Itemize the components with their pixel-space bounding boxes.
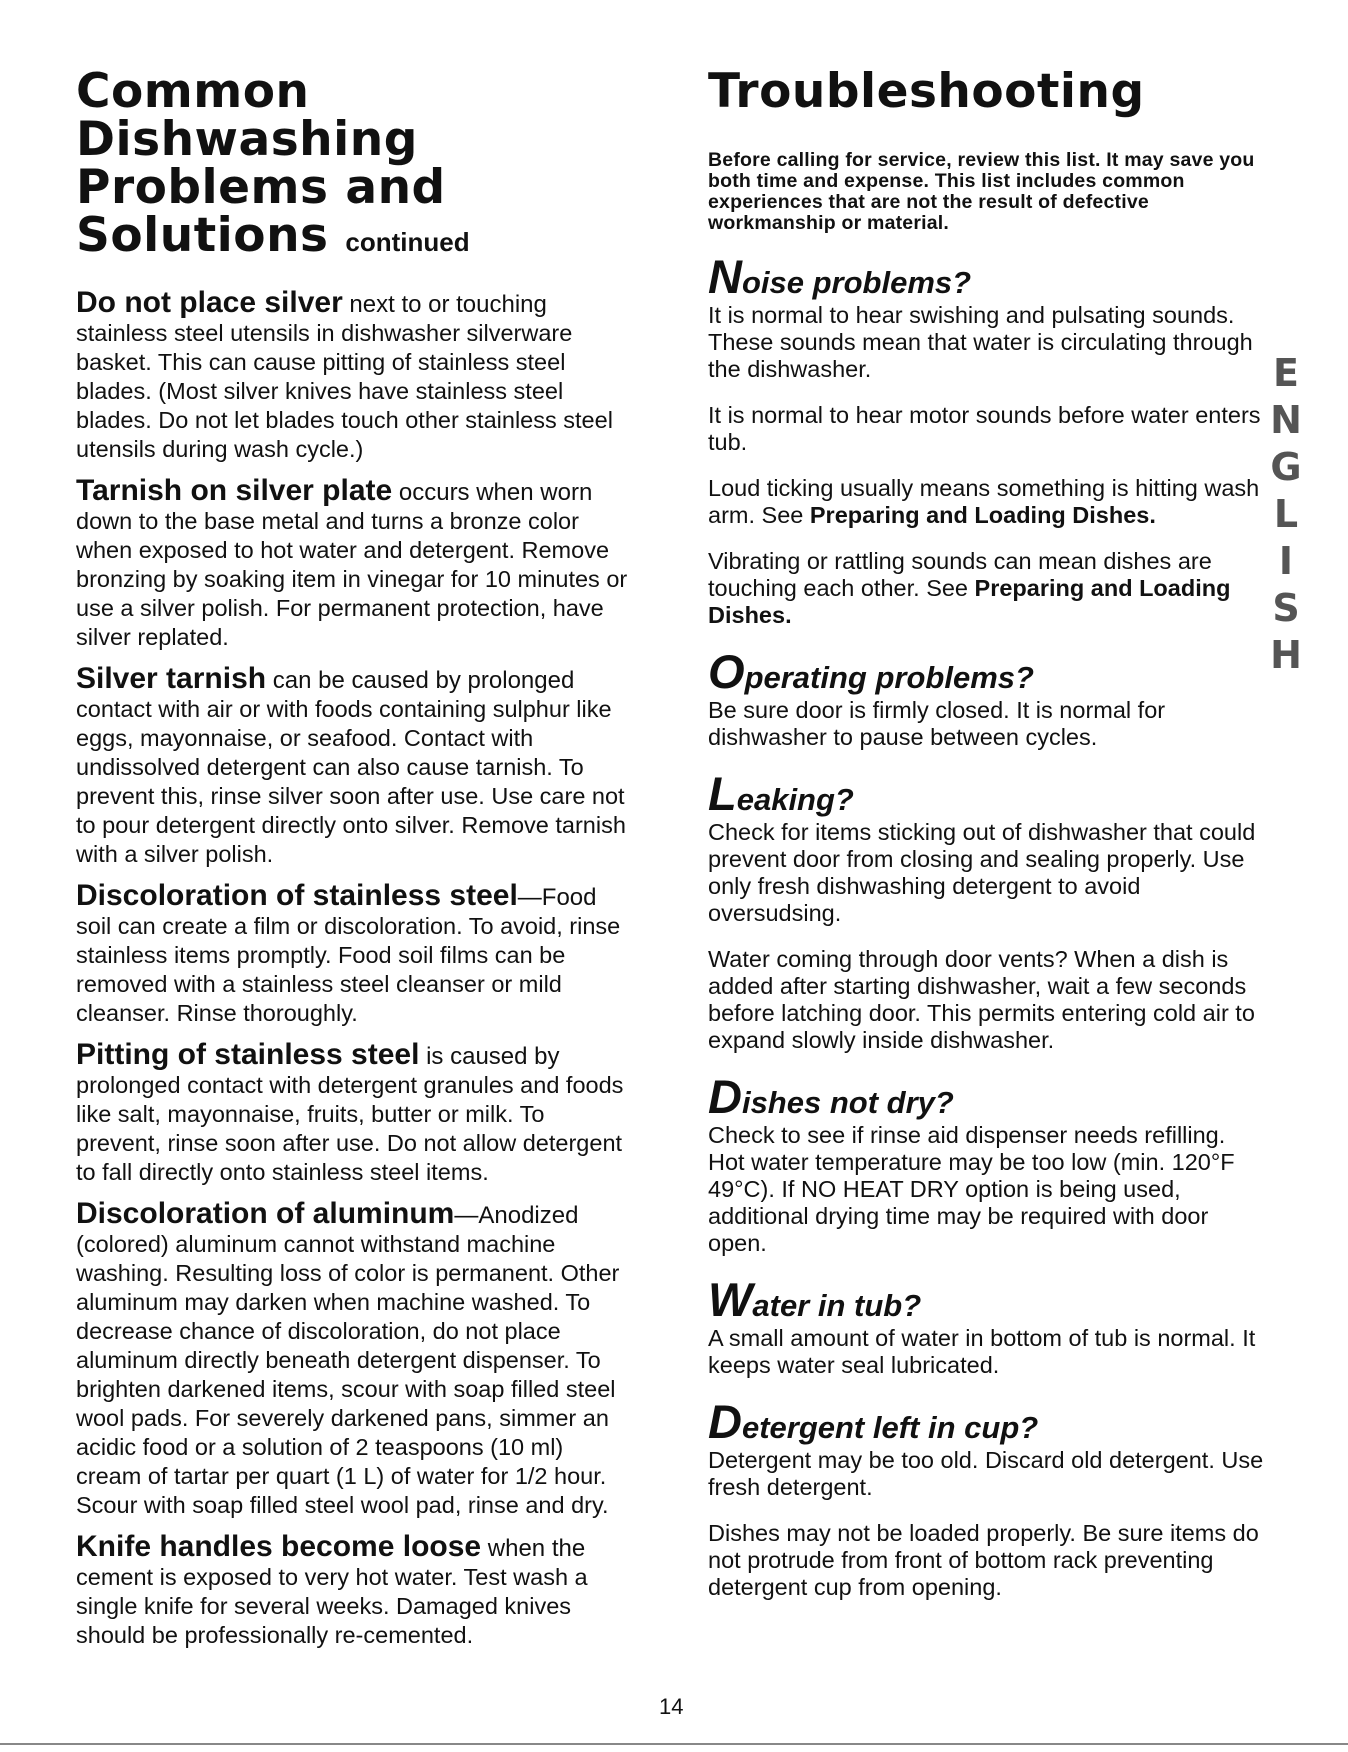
topic-body: (colored) aluminum cannot withstand machine washing. Resulting loss of color is permanent. Other aluminum may darken when machine washed. To decrease chance of discoloration, do not place aluminum directly beneath detergent dispenser. To brighten darkened items, scour with soap filled steel wool pads. For severely darkened pans, simmer an acidic food or a solution of 2 teaspoons (10 ml) cream of tartar per quart (1 L) of water for 1/2 hour. Scour with soap filled steel wool pad, rinse and dry.: [76, 1231, 620, 1518]
section-heading: [708, 645, 1264, 698]
section-heading: [708, 250, 1264, 303]
section-paragraph-reference: Preparing and Loading Dishes.: [809, 502, 1156, 528]
topic-paragraph: [76, 476, 632, 652]
right-column: [708, 64, 1264, 1620]
title-line-1: Common Dishwashing: [76, 64, 418, 167]
topic-body: prolonged contact with detergent granules and foods like salt, mayonnaise, fruits, butter or milk. To prevent, rinse soon after use. Do not allow detergent to fall directly onto stainless steel items.: [76, 1072, 624, 1185]
topic-lead-tail: —Anodized: [454, 1202, 579, 1229]
title-line-3: Solutions: [76, 208, 329, 263]
section-heading-rest: eaking?: [736, 782, 854, 817]
topic-lead: Discoloration of aluminum: [76, 1197, 455, 1230]
title-continued: continued: [345, 227, 470, 257]
side-tab-letter: S: [1272, 586, 1300, 630]
section-paragraph-text: Vibrating or rattling sounds can mean dishes are touching each other. See: [708, 548, 1212, 601]
topic-lead-tail: is caused by: [419, 1043, 560, 1070]
topic-lead: Silver tarnish: [76, 662, 267, 695]
section-heading-rest: ishes not dry?: [741, 1085, 954, 1120]
topic-lead-tail: next to or touching: [342, 291, 547, 318]
section-heading-rest: oise problems?: [741, 265, 972, 300]
topic-paragraph: [76, 881, 632, 1028]
section-paragraph: [708, 697, 1264, 751]
section-paragraph: [708, 302, 1264, 383]
section-heading: [708, 1273, 1264, 1326]
section-paragraph-text: Water coming through door vents? When a dish is added after starting dishwasher, wait a few seconds before latching door. This permits entering cold air to expand slowly inside dishwasher.: [708, 946, 1255, 1053]
section-paragraph-reference: Preparing and Loading Dishes.: [708, 575, 1231, 628]
topic-list: [76, 288, 632, 1650]
section-paragraph: [708, 819, 1264, 927]
topic-body: contact with air or with foods containing sulphur like eggs, mayonnaise, or seafood. Contact with undissolved detergent can also cause tarnish. To prevent this, rinse silver soon after use. Use care not to pour detergent directly onto silver. Remove tarnish with a silver polish.: [76, 696, 626, 867]
side-tab-letter: L: [1273, 492, 1299, 536]
section-paragraph-text: Loud ticking usually means something is hitting wash arm. See: [708, 475, 1260, 528]
topic-lead-tail: occurs when worn: [392, 479, 593, 506]
topic-body: stainless steel utensils in dishwasher silverware basket. This can cause pitting of stainless steel blades. (Most silver knives have stainless steel blades. Do not let blades touch other stainless steel utensils during wash cycle.): [76, 320, 613, 462]
side-tab-letter: G: [1270, 445, 1302, 489]
title-line-2: Problems and: [76, 160, 446, 215]
topic-lead: Do not place silver: [76, 286, 343, 319]
page-title: [76, 64, 632, 266]
section-heading-initial: N: [708, 250, 742, 303]
topic-paragraph: [76, 1532, 632, 1650]
section-heading-rest: perating problems?: [744, 660, 1034, 695]
section-paragraph: [708, 548, 1264, 629]
section-heading: [708, 767, 1264, 820]
section-paragraph: [708, 1520, 1264, 1601]
section-paragraph-text: Check for items sticking out of dishwasher that could prevent door from closing and sealing properly. Use only fresh dishwashing detergent to avoid oversudsing.: [708, 819, 1256, 926]
section-paragraph-text: Detergent may be too old. Discard old detergent. Use fresh detergent.: [708, 1447, 1264, 1500]
section-paragraph-text: Dishes may not be loaded properly. Be sure items do not protrude from front of bottom rack preventing detergent cup from opening.: [708, 1520, 1259, 1600]
side-tab-letter: E: [1273, 351, 1299, 395]
topic-lead: Tarnish on silver plate: [76, 474, 393, 507]
section-paragraph: [708, 475, 1264, 529]
topic-body: cement is exposed to very hot water. Test wash a single knife for several weeks. Damaged knives should be professionally re-cemented.: [76, 1564, 588, 1648]
section-paragraph: [708, 1122, 1264, 1257]
bottom-rule: [0, 1743, 1348, 1745]
section-heading-initial: D: [708, 1395, 742, 1448]
topic-lead-tail: can be caused by prolonged: [266, 667, 575, 694]
topic-lead: Pitting of stainless steel: [76, 1038, 420, 1071]
side-tab-letter: N: [1270, 398, 1302, 442]
topic-lead-tail: when the: [481, 1535, 586, 1562]
section-heading-initial: L: [708, 767, 737, 820]
topic-paragraph: [76, 1040, 632, 1187]
section-paragraph: [708, 1447, 1264, 1501]
section-paragraph: [708, 946, 1264, 1054]
section-heading-rest: etergent left in cup?: [741, 1410, 1039, 1445]
topic-lead-tail: —Food: [517, 884, 597, 911]
section-heading-initial: O: [708, 645, 745, 698]
topic-lead: Knife handles become loose: [76, 1530, 482, 1563]
topic-body: down to the base metal and turns a bronze color when exposed to hot water and detergent. Remove bronzing by soaking item in vinegar for 10 minutes or use a silver polish. For permanent protection, have silver replated.: [76, 508, 628, 650]
section-paragraph-text: Be sure door is firmly closed. It is normal for dishwasher to pause between cycles.: [708, 697, 1166, 750]
section-paragraph-text: It is normal to hear motor sounds before water enters tub.: [708, 402, 1261, 455]
section-list: [708, 250, 1264, 1601]
section-heading: [708, 1395, 1264, 1448]
troubleshooting-title: Troubleshooting: [708, 64, 1145, 119]
topic-paragraph: [76, 664, 632, 869]
topic-paragraph: [76, 288, 632, 464]
side-tab-letter: I: [1278, 539, 1294, 583]
section-heading-rest: ater in tub?: [752, 1288, 922, 1323]
section-paragraph-text: It is normal to hear swishing and pulsating sounds. These sounds mean that water is circulating through the dishwasher.: [708, 302, 1253, 382]
section-heading-initial: W: [708, 1273, 753, 1326]
section-paragraph-text: Check to see if rinse aid dispenser needs refilling. Hot water temperature may be too low (min. 120°F 49°C). If NO HEAT DRY option is being used, additional drying time may be required with door open.: [708, 1122, 1235, 1256]
left-column: [76, 64, 632, 1662]
section-paragraph-text: A small amount of water in bottom of tub is normal. It keeps water seal lubricated.: [708, 1325, 1256, 1378]
topic-paragraph: [76, 1199, 632, 1520]
topic-lead: Discoloration of stainless steel: [76, 879, 518, 912]
side-tab-letter: H: [1270, 633, 1302, 677]
intro-text: Before calling for service, review this list. It may save you both time and expense. This list includes common experiences that are not the result of defective workmanship or material.: [708, 149, 1255, 234]
section-heading: [708, 1070, 1264, 1123]
page-number: 14: [659, 1694, 684, 1719]
topic-body: soil can create a film or discoloration. To avoid, rinse stainless items promptly. Food soil films can be removed with a stainless steel cleanser or mild cleanser. Rinse thoroughly.: [76, 913, 621, 1026]
section-paragraph: [708, 1325, 1264, 1379]
section-paragraph: [708, 402, 1264, 456]
section-heading-initial: D: [708, 1070, 742, 1123]
english-side-tab: [1262, 350, 1310, 679]
